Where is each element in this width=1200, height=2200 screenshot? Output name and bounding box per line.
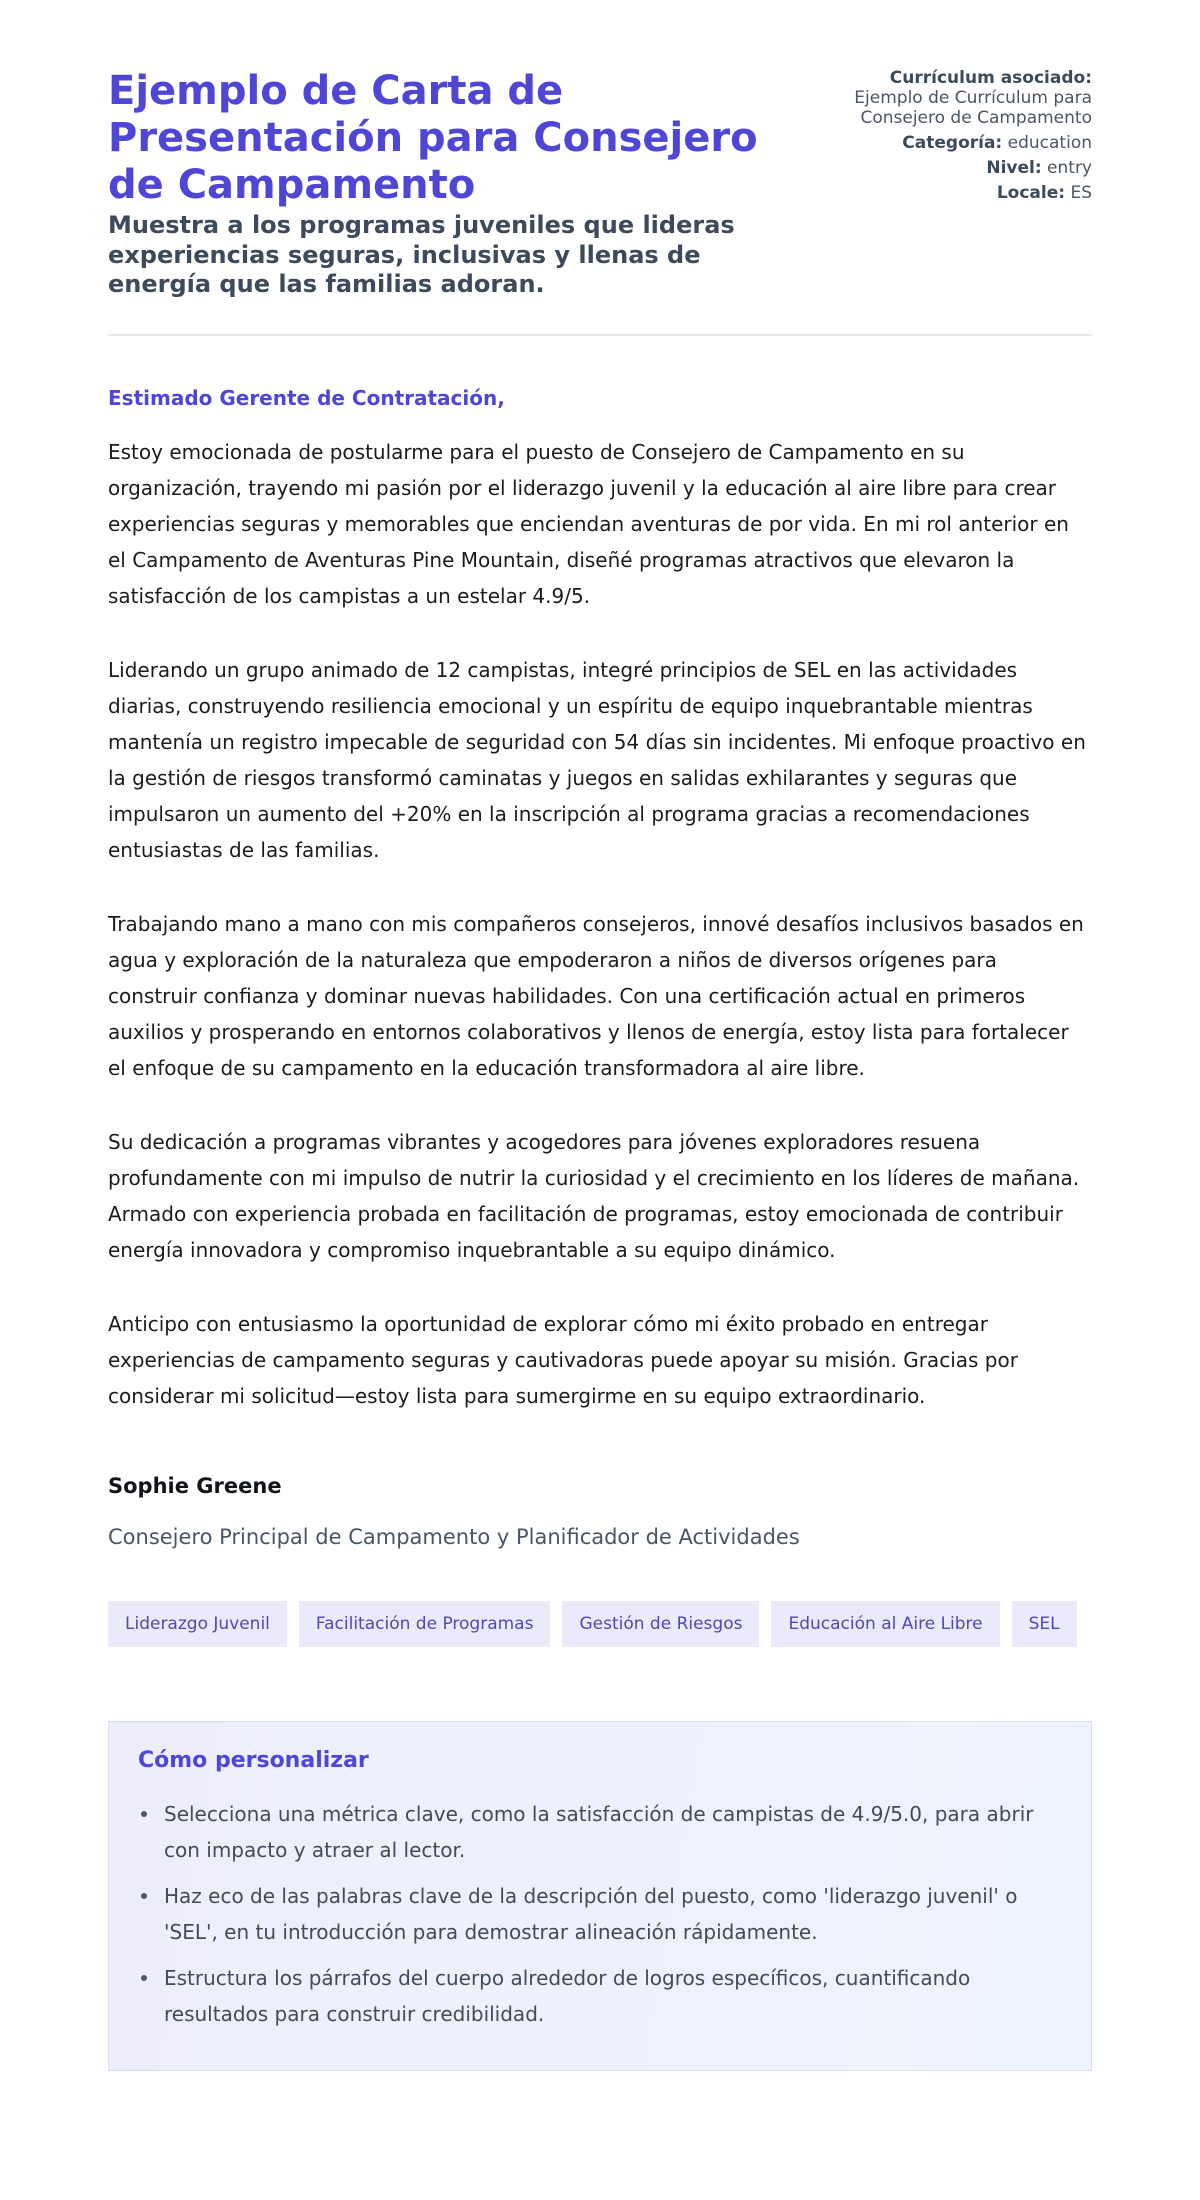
- tips-list: [138, 1796, 1062, 2032]
- page-subtitle: Muestra a los programas juveniles que lideras experiencias seguras, inclusivas y llenas de energía que las familias adoran.: [108, 211, 735, 298]
- tips-title: Cómo personalizar: [138, 1747, 369, 1773]
- meta-category-value: education: [1007, 133, 1092, 153]
- meta-level-value: entry: [1047, 158, 1092, 178]
- meta-locale-label: Locale:: [996, 183, 1066, 203]
- metadata-panel: [797, 68, 1092, 208]
- skill-tags: [108, 1601, 1092, 1647]
- meta-level: [797, 158, 1092, 178]
- tip-item: [138, 1878, 1062, 1950]
- tip-text: Selecciona una métrica clave, como la satisfacción de campistas de 4.9/5.0, para abrir con impacto y atraer al lector.: [164, 1801, 1034, 1862]
- meta-associated-resume-label: Currículum asociado:: [889, 68, 1092, 88]
- skill-tag: SEL: [1012, 1601, 1077, 1647]
- page-header: [108, 68, 1092, 300]
- meta-locale-value: ES: [1070, 183, 1092, 203]
- meta-associated-resume: [797, 68, 1092, 128]
- meta-category: [797, 133, 1092, 153]
- letter-body: [108, 384, 1092, 1551]
- tip-item: [138, 1960, 1062, 2032]
- header-title-block: [108, 68, 797, 300]
- signature-name: Sophie Greene: [108, 1473, 282, 1498]
- letter-paragraph: Anticipo con entusiasmo la oportunidad de explorar cómo mi éxito probado en entregar experiencias de campamento seguras y cautivadoras puede apoyar su misión. Gracias por considerar mi solicitud—estoy lista para sumergirme en su equipo extraordinario.: [108, 1311, 1018, 1408]
- skill-tag: Educación al Aire Libre: [771, 1601, 999, 1647]
- tip-item: [138, 1796, 1062, 1868]
- meta-category-label: Categoría:: [902, 133, 1003, 153]
- letter-paragraph: Su dedicación a programas vibrantes y acogedores para jóvenes exploradores resuena profundamente con mi impulso de nutrir la curiosidad y el crecimiento en los líderes de mañana. Armado con experiencia probada en facilitación de programas, estoy emocionada de contribuir energía innovadora y compromiso inquebrantable a su equipo dinámico.: [108, 1129, 1080, 1262]
- bullet-icon: [141, 1893, 147, 1899]
- skill-tag: Facilitación de Programas: [299, 1601, 551, 1647]
- salutation: Estimado Gerente de Contratación,: [108, 385, 505, 410]
- header-divider: [108, 334, 1092, 336]
- signature-title: Consejero Principal de Campamento y Planificador de Actividades: [108, 1524, 800, 1549]
- meta-locale: [797, 183, 1092, 203]
- signature-block: [108, 1472, 1092, 1551]
- skill-tag: Liderazgo Juvenil: [108, 1601, 287, 1647]
- tip-text: Haz eco de las palabras clave de la descripción del puesto, como 'liderazgo juvenil' o 'SEL', en tu introducción para demostrar alineación rápidamente.: [164, 1883, 1018, 1944]
- tip-text: Estructura los párrafos del cuerpo alrededor de logros específicos, cuantificando resultados para construir credibilidad.: [164, 1965, 971, 2026]
- meta-associated-resume-value: Ejemplo de Currículum para Consejero de Campamento: [854, 88, 1092, 128]
- bullet-icon: [141, 1975, 147, 1981]
- page-title: Ejemplo de Carta de Presentación para Consejero de Campamento: [108, 68, 758, 208]
- bullet-icon: [141, 1811, 147, 1817]
- meta-level-label: Nivel:: [986, 158, 1042, 178]
- customization-tips-box: [108, 1721, 1092, 2071]
- letter-paragraph: Trabajando mano a mano con mis compañeros consejeros, innové desafíos inclusivos basados en agua y exploración de la naturaleza que empoderaron a niños de diversos orígenes para construir confianza y dominar nuevas habilidades. Con una certificación actual en primeros auxilios y prosperando en entornos colaborativos y llenos de energía, estoy lista para fortalecer el enfoque de su campamento en la educación transformadora al aire libre.: [108, 911, 1084, 1080]
- letter-paragraph: Estoy emocionada de postularme para el puesto de Consejero de Campamento en su organización, trayendo mi pasión por el liderazgo juvenil y la educación al aire libre para crear experiencias seguras y memorables que enciendan aventuras de por vida. En mi rol anterior en el Campamento de Aventuras Pine Mountain, diseñé programas atractivos que elevaron la satisfacción de los campistas a un estelar 4.9/5.: [108, 439, 1069, 608]
- letter-paragraph: Liderando un grupo animado de 12 campistas, integré principios de SEL en las actividades diarias, construyendo resiliencia emocional y un espíritu de equipo inquebrantable mientras mantenía un registro impecable de seguridad con 54 días sin incidentes. Mi enfoque proactivo en la gestión de riesgos transformó caminatas y juegos en salidas exhilarantes y seguras que impulsaron un aumento del +20% en la inscripción al programa gracias a recomendaciones entusiastas de las familias.: [108, 657, 1086, 862]
- letter-paragraphs: [108, 434, 1092, 1414]
- skill-tag: Gestión de Riesgos: [562, 1601, 759, 1647]
